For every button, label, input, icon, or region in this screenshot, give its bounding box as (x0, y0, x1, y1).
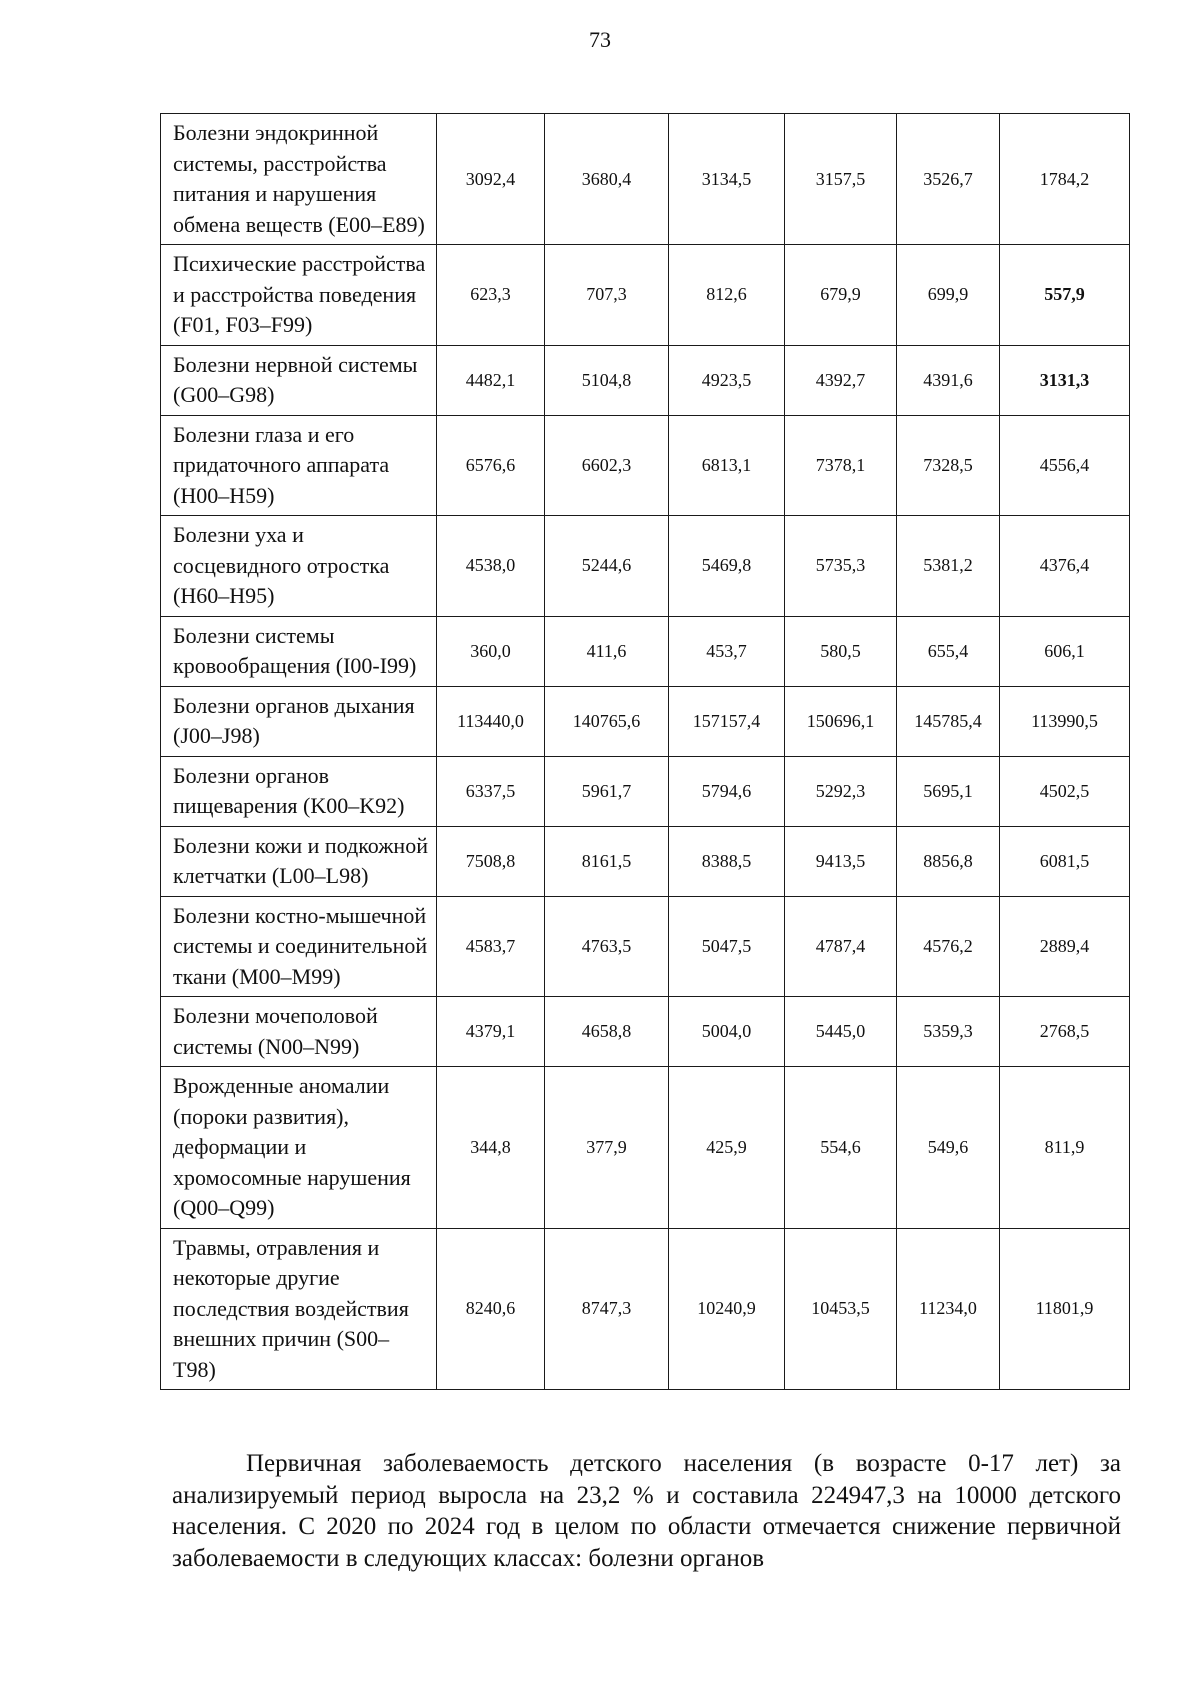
value-cell: 707,3 (545, 245, 669, 346)
value-cell: 606,1 (1000, 616, 1130, 686)
value-cell: 7378,1 (785, 415, 897, 516)
value-cell: 11801,9 (1000, 1228, 1130, 1390)
value-cell: 554,6 (785, 1067, 897, 1229)
value-cell: 4787,4 (785, 896, 897, 997)
table-row (161, 345, 1130, 415)
value-cell: 4576,2 (897, 896, 1000, 997)
value-cell: 11234,0 (897, 1228, 1000, 1390)
value-cell: 557,9 (1000, 245, 1130, 346)
value-cell: 811,9 (1000, 1067, 1130, 1229)
row-label: Болезни системы кровообращения (I00-I99) (161, 616, 437, 686)
value-cell: 5244,6 (545, 516, 669, 617)
value-cell: 3092,4 (437, 114, 545, 245)
value-cell: 425,9 (669, 1067, 785, 1229)
value-cell: 5381,2 (897, 516, 1000, 617)
value-cell: 411,6 (545, 616, 669, 686)
table-row (161, 1228, 1130, 1390)
value-cell: 140765,6 (545, 686, 669, 756)
value-cell: 4482,1 (437, 345, 545, 415)
value-cell: 5004,0 (669, 997, 785, 1067)
value-cell: 6337,5 (437, 756, 545, 826)
value-cell: 113990,5 (1000, 686, 1130, 756)
value-cell: 4392,7 (785, 345, 897, 415)
row-label: Болезни глаза и его придаточного аппарата (H00–H59) (161, 415, 437, 516)
value-cell: 8240,6 (437, 1228, 545, 1390)
value-cell: 3680,4 (545, 114, 669, 245)
value-cell: 4583,7 (437, 896, 545, 997)
value-cell: 5961,7 (545, 756, 669, 826)
row-label: Болезни органов дыхания (J00–J98) (161, 686, 437, 756)
row-label: Травмы, отравления и некоторые другие последствия воздействия внешних причин (S00–T98) (161, 1228, 437, 1390)
value-cell: 5445,0 (785, 997, 897, 1067)
row-label: Болезни эндокринной системы, расстройства питания и нарушения обмена веществ (E00–E89) (161, 114, 437, 245)
value-cell: 5794,6 (669, 756, 785, 826)
table-row (161, 756, 1130, 826)
value-cell: 5292,3 (785, 756, 897, 826)
value-cell: 5469,8 (669, 516, 785, 617)
value-cell: 7508,8 (437, 826, 545, 896)
page-number: 73 (589, 27, 611, 52)
value-cell: 812,6 (669, 245, 785, 346)
value-cell: 2768,5 (1000, 997, 1130, 1067)
value-cell: 4538,0 (437, 516, 545, 617)
value-cell: 580,5 (785, 616, 897, 686)
table-row (161, 415, 1130, 516)
value-cell: 344,8 (437, 1067, 545, 1229)
value-cell: 4658,8 (545, 997, 669, 1067)
value-cell: 655,4 (897, 616, 1000, 686)
value-cell: 4379,1 (437, 997, 545, 1067)
value-cell: 157157,4 (669, 686, 785, 756)
table-row (161, 516, 1130, 617)
value-cell: 4923,5 (669, 345, 785, 415)
value-cell: 2889,4 (1000, 896, 1130, 997)
row-label: Болезни мочеполовой системы (N00–N99) (161, 997, 437, 1067)
value-cell: 9413,5 (785, 826, 897, 896)
table-row (161, 245, 1130, 346)
value-cell: 1784,2 (1000, 114, 1130, 245)
value-cell: 360,0 (437, 616, 545, 686)
value-cell: 3526,7 (897, 114, 1000, 245)
row-label: Болезни уха и сосцевидного отростка (H60–H95) (161, 516, 437, 617)
value-cell: 8388,5 (669, 826, 785, 896)
value-cell: 4502,5 (1000, 756, 1130, 826)
value-cell: 150696,1 (785, 686, 897, 756)
table-row (161, 1067, 1130, 1229)
table-row (161, 616, 1130, 686)
value-cell: 8856,8 (897, 826, 1000, 896)
value-cell: 6576,6 (437, 415, 545, 516)
table-row (161, 896, 1130, 997)
value-cell: 623,3 (437, 245, 545, 346)
row-label: Болезни кожи и подкожной клетчатки (L00–L98) (161, 826, 437, 896)
value-cell: 3131,3 (1000, 345, 1130, 415)
value-cell: 4556,4 (1000, 415, 1130, 516)
value-cell: 5735,3 (785, 516, 897, 617)
value-cell: 453,7 (669, 616, 785, 686)
table-row (161, 826, 1130, 896)
morbidity-table (160, 113, 1130, 1390)
row-label: Болезни органов пищеварения (K00–K92) (161, 756, 437, 826)
value-cell: 6602,3 (545, 415, 669, 516)
value-cell: 549,6 (897, 1067, 1000, 1229)
value-cell: 5104,8 (545, 345, 669, 415)
value-cell: 10453,5 (785, 1228, 897, 1390)
value-cell: 8161,5 (545, 826, 669, 896)
value-cell: 145785,4 (897, 686, 1000, 756)
row-label: Болезни костно-мышечной системы и соединительной ткани (M00–M99) (161, 896, 437, 997)
value-cell: 3134,5 (669, 114, 785, 245)
value-cell: 7328,5 (897, 415, 1000, 516)
value-cell: 4391,6 (897, 345, 1000, 415)
table-row (161, 686, 1130, 756)
row-label: Болезни нервной системы (G00–G98) (161, 345, 437, 415)
value-cell: 699,9 (897, 245, 1000, 346)
value-cell: 4376,4 (1000, 516, 1130, 617)
value-cell: 4763,5 (545, 896, 669, 997)
value-cell: 5047,5 (669, 896, 785, 997)
value-cell: 5695,1 (897, 756, 1000, 826)
row-label: Психические расстройства и расстройства поведения (F01, F03–F99) (161, 245, 437, 346)
value-cell: 8747,3 (545, 1228, 669, 1390)
row-label: Врожденные аномалии (пороки развития), деформации и хромосомные нарушения (Q00–Q99) (161, 1067, 437, 1229)
body-paragraph: Первичная заболеваемость детского населения (в возрасте 0-17 лет) за анализируемый период выросла на 23,2 % и составила 224947,3 на 10000 детского населения. С 2020 по 2024 год в целом по области отмечается снижение первичной заболеваемости в следующих классах: болезни органов (172, 1450, 1121, 1572)
table-row (161, 114, 1130, 245)
value-cell: 10240,9 (669, 1228, 785, 1390)
table-body (161, 114, 1130, 1390)
value-cell: 5359,3 (897, 997, 1000, 1067)
value-cell: 6813,1 (669, 415, 785, 516)
value-cell: 113440,0 (437, 686, 545, 756)
value-cell: 6081,5 (1000, 826, 1130, 896)
value-cell: 3157,5 (785, 114, 897, 245)
value-cell: 377,9 (545, 1067, 669, 1229)
table-row (161, 997, 1130, 1067)
value-cell: 679,9 (785, 245, 897, 346)
